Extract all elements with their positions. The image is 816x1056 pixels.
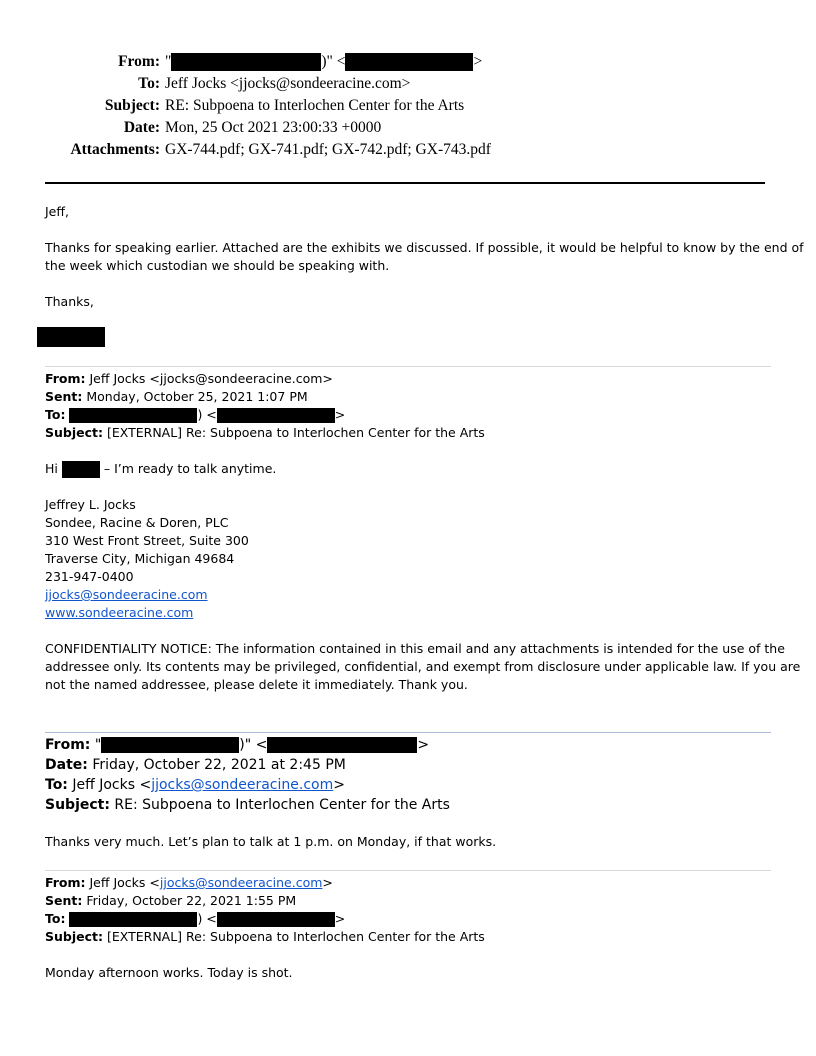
redaction-box <box>217 912 335 927</box>
from-label: From: <box>45 737 91 753</box>
message-divider <box>45 732 771 733</box>
from-label: From: <box>45 371 86 386</box>
to-label: To: <box>45 777 68 793</box>
to-row <box>45 776 345 794</box>
from-row <box>45 874 333 892</box>
header-subject-value: RE: Subpoena to Interlochen Center for the Arts <box>165 97 465 114</box>
sent-label: Sent: <box>45 893 83 908</box>
sent-value: Friday, October 22, 2021 1:55 PM <box>86 893 297 908</box>
header-to-row <box>0 75 816 95</box>
from-row <box>45 736 429 754</box>
redaction-box <box>101 737 239 753</box>
header-subject-row <box>0 97 816 117</box>
redaction-box <box>69 408 197 423</box>
header-from-quote: " <box>165 53 172 70</box>
signature-email-link[interactable]: jjocks@sondeeracine.com <box>45 587 208 602</box>
subject-row <box>45 424 485 442</box>
redaction-box <box>171 53 321 71</box>
header-to-value: Jeff Jocks <jjocks@sondeeracine.com> <box>165 75 411 92</box>
subject-value: [EXTERNAL] Re: Subpoena to Interlochen Center for the Arts <box>106 425 485 440</box>
date-value: Friday, October 22, 2021 at 2:45 PM <box>92 757 346 773</box>
message-divider <box>45 366 771 367</box>
header-from-row <box>0 53 816 73</box>
to-suffix: > <box>334 407 346 422</box>
header-attachments-row <box>0 141 816 161</box>
signature-name: Jeffrey L. Jocks <box>45 497 136 512</box>
signature-firm: Sondee, Racine & Doren, PLC <box>45 515 229 530</box>
to-mid: ) < <box>197 407 217 422</box>
from-email-link[interactable]: jjocks@sondeeracine.com <box>159 875 323 890</box>
sent-row <box>45 892 296 910</box>
to-email-link[interactable]: jjocks@sondeeracine.com <box>151 777 334 793</box>
from-mid: )" < <box>239 737 268 753</box>
header-from-suffix: > <box>473 53 483 70</box>
header-subject-label: Subject: <box>104 97 160 114</box>
sent-label: Sent: <box>45 389 83 404</box>
hi-rest: – I’m ready to talk anytime. <box>103 461 277 476</box>
body-line: Thanks for speaking earlier. Attached are the exhibits we discussed. If possible, it would be helpful to know by the end of <box>45 240 804 255</box>
signature-website-link[interactable]: www.sondeeracine.com <box>45 605 194 620</box>
body-line: Monday afternoon works. Today is shot. <box>45 965 293 980</box>
header-date-value: Mon, 25 Oct 2021 23:00:33 +0000 <box>165 119 382 136</box>
sent-row <box>45 388 308 406</box>
from-suffix: > <box>417 737 430 753</box>
header-divider <box>45 182 765 184</box>
signature-address-2: Traverse City, Michigan 49684 <box>45 551 235 566</box>
header-attachments-value: GX-744.pdf; GX-741.pdf; GX-742.pdf; GX-743.pdf <box>165 141 491 158</box>
confidentiality-line: addressee only. Its contents may be privileged, confidential, and exempt from disclosure under applicable law. If you are <box>45 659 801 674</box>
date-row <box>45 756 346 774</box>
to-suffix: > <box>334 911 346 926</box>
signoff: Thanks, <box>45 294 94 309</box>
confidentiality-line: CONFIDENTIALITY NOTICE: The information contained in this email and any attachments is intended for the use of the <box>45 641 785 656</box>
signature-phone: 231-947-0400 <box>45 569 134 584</box>
signature-address-1: 310 West Front Street, Suite 300 <box>45 533 249 548</box>
hi-text: Hi <box>45 461 58 476</box>
from-value: Jeff Jocks <jjocks@sondeeracine.com> <box>89 371 333 386</box>
redaction-box <box>37 327 105 347</box>
from-row <box>45 370 333 388</box>
header-to-label: To: <box>138 75 160 92</box>
header-date-label: Date: <box>123 119 160 136</box>
redaction-box <box>69 912 197 927</box>
header-from-value <box>165 53 482 71</box>
to-label: To: <box>45 407 66 422</box>
header-date-row <box>0 119 816 139</box>
greeting: Jeff, <box>45 204 69 219</box>
to-row <box>45 910 345 928</box>
subject-row <box>45 796 450 814</box>
subject-row <box>45 928 485 946</box>
confidentiality-line: not the named addressee, please delete it immediately. Thank you. <box>45 677 468 692</box>
header-from-mid: )" < <box>321 53 346 70</box>
subject-label: Subject: <box>45 797 110 813</box>
to-mid: ) < <box>197 911 217 926</box>
subject-label: Subject: <box>45 929 103 944</box>
to-row <box>45 406 345 424</box>
subject-value: [EXTERNAL] Re: Subpoena to Interlochen Center for the Arts <box>106 929 485 944</box>
header-attachments-label: Attachments: <box>70 141 160 158</box>
to-prefix: Jeff Jocks < <box>72 777 152 793</box>
date-label: Date: <box>45 757 88 773</box>
subject-value: RE: Subpoena to Interlochen Center for the Arts <box>114 797 450 813</box>
greeting-line <box>45 460 276 478</box>
body-line: the week which custodian we should be speaking with. <box>45 258 390 273</box>
header-from-label: From: <box>118 53 160 70</box>
body-line: Thanks very much. Let’s plan to talk at 1 p.m. on Monday, if that works. <box>45 834 497 849</box>
from-suffix: > <box>322 875 333 890</box>
redaction-box <box>345 53 473 71</box>
sent-value: Monday, October 25, 2021 1:07 PM <box>86 389 308 404</box>
to-label: To: <box>45 911 66 926</box>
to-suffix: > <box>333 777 345 793</box>
redaction-box <box>62 461 100 478</box>
redaction-box <box>217 408 335 423</box>
subject-label: Subject: <box>45 425 103 440</box>
from-prefix: Jeff Jocks < <box>89 875 160 890</box>
from-prefix: " <box>94 737 102 753</box>
from-label: From: <box>45 875 86 890</box>
redaction-box <box>267 737 417 753</box>
message-divider <box>45 870 771 871</box>
